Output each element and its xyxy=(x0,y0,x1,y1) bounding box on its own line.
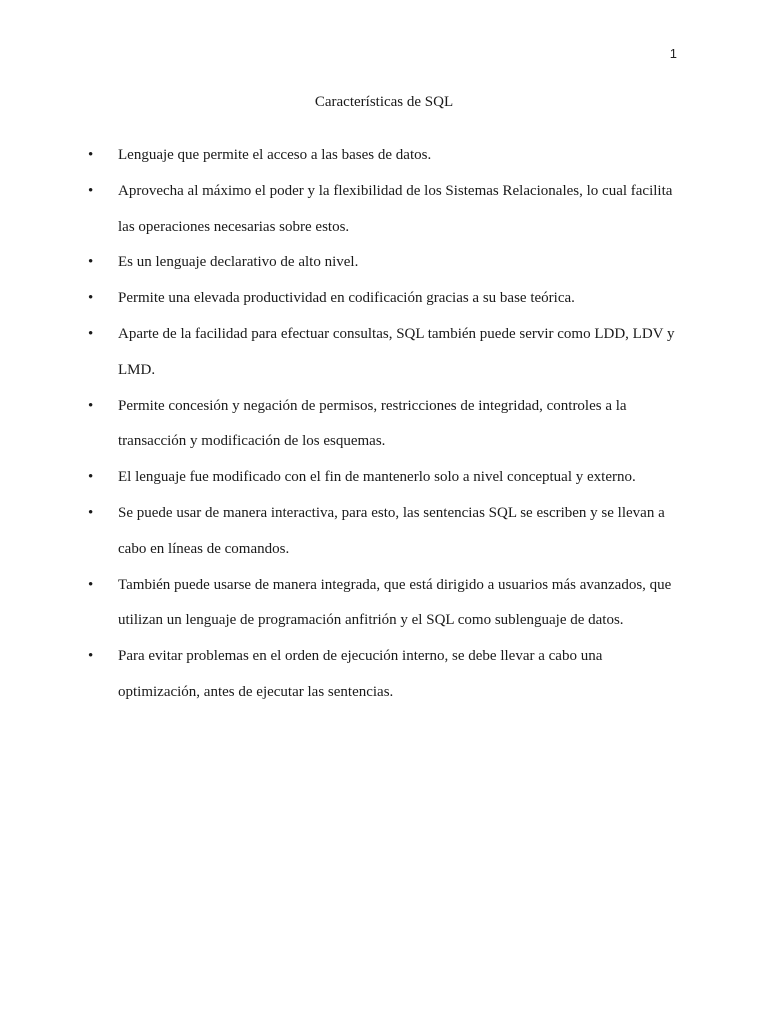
bullet-icon: • xyxy=(88,290,94,307)
list-item xyxy=(88,317,688,389)
list-item xyxy=(88,460,688,496)
list-item-text: Se puede usar de manera interactiva, para esto, las sentencias SQL se escriben y se llevan a cabo en líneas de comandos. xyxy=(118,504,665,557)
list-item xyxy=(88,174,688,246)
list-item-text: Lenguaje que permite el acceso a las bases de datos. xyxy=(118,147,432,163)
bullet-icon: • xyxy=(88,397,94,414)
list-item xyxy=(88,389,688,461)
list-item xyxy=(88,281,688,317)
list-item xyxy=(88,138,688,174)
bullet-icon: • xyxy=(88,254,94,271)
list-item xyxy=(88,245,688,281)
list-item-text: También puede usarse de manera integrada, que está dirigido a usuarios más avanzados, que utilizan un lenguaje de programación anfitrión y el SQL como sublenguaje de datos. xyxy=(118,576,672,629)
list-item xyxy=(88,496,688,568)
list-item-text: Aprovecha al máximo el poder y la flexibilidad de los Sistemas Relacionales, lo cual facilita las operaciones necesarias sobre estos. xyxy=(118,182,673,235)
list-item-text: Aparte de la facilidad para efectuar consultas, SQL también puede servir como LDD, LDV y LMD. xyxy=(118,325,675,378)
page-number: 1 xyxy=(669,46,677,61)
bullet-icon: • xyxy=(88,147,94,163)
bullet-icon: • xyxy=(88,469,94,486)
list-item-text: Para evitar problemas en el orden de ejecución interno, se debe llevar a cabo una optimización, antes de ejecutar las sentencias. xyxy=(118,648,603,700)
bullet-icon: • xyxy=(88,576,94,593)
page-title: Características de SQL xyxy=(314,94,454,110)
bullet-list xyxy=(88,138,688,711)
bullet-icon: • xyxy=(88,325,94,342)
bullet-icon: • xyxy=(88,648,94,665)
list-item-text: Permite una elevada productividad en codificación gracias a su base teórica. xyxy=(118,290,575,307)
list-item xyxy=(88,639,688,711)
list-item-text: El lenguaje fue modificado con el fin de mantenerlo solo a nivel conceptual y externo. xyxy=(118,469,636,486)
bullet-icon: • xyxy=(88,504,94,521)
list-item-text: Es un lenguaje declarativo de alto nivel. xyxy=(118,254,359,271)
list-item-text: Permite concesión y negación de permisos, restricciones de integridad, controles a la transacción y modificación de los esquemas. xyxy=(118,397,627,450)
list-item xyxy=(88,568,688,640)
bullet-icon: • xyxy=(88,182,94,199)
